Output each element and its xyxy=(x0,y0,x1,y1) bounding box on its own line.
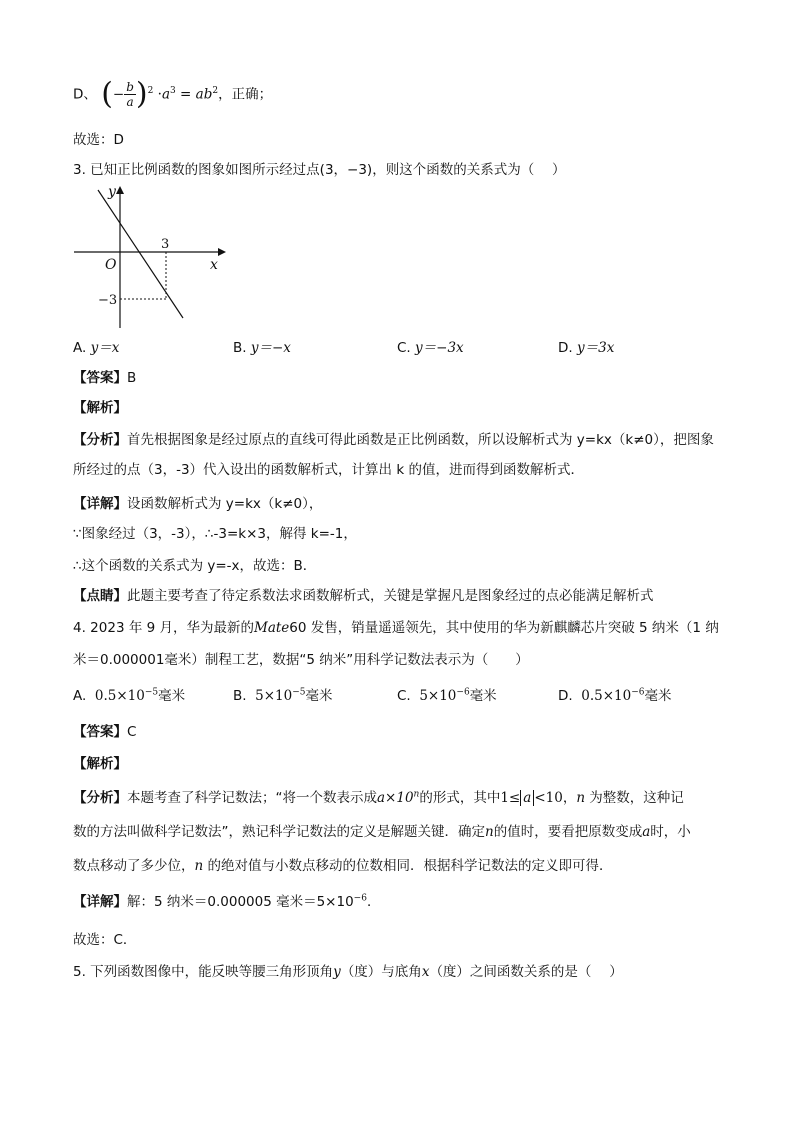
analysis-tag: 【解析】 xyxy=(73,400,127,416)
option-d-suffix: ，正确； xyxy=(218,86,273,103)
y-axis-arrow xyxy=(116,186,124,194)
q4-answer xyxy=(73,722,136,742)
opt-expr: y＝3x xyxy=(576,340,615,356)
opt-base: 5×10 xyxy=(255,688,293,704)
frac-den: a xyxy=(126,95,134,109)
q4-option-d xyxy=(558,686,672,706)
fenxi-text: 首先根据图象是经过原点的直线可得此函数是正比例函数，所以设解析式为 y=kx（k≠0），把图象 xyxy=(127,432,714,448)
fenxi-math: n xyxy=(485,824,494,840)
q3-dianjing xyxy=(73,586,654,606)
opt-exp: −5 xyxy=(144,687,159,698)
rhs-var: ab xyxy=(195,86,213,103)
fenxi-part: 的值时，要看把原数变成 xyxy=(493,824,643,840)
rhs-exp: 2 xyxy=(212,86,219,96)
fenxi-part: 数点移动了多少位， xyxy=(73,858,195,874)
right-paren: ) xyxy=(135,76,148,112)
stem-part: （度）之间函数关系的是（ ） xyxy=(429,964,623,980)
paren-exp: 2 xyxy=(147,86,154,96)
q4-fenxi-1 xyxy=(73,788,684,808)
dianjing-text: 此题主要考查了待定系数法求函数解析式，关键是掌握凡是图象经过的点必能满足解析式 xyxy=(127,588,654,604)
q3-xiangjie-3: ∴这个函数的关系式为 y=-x，故选：B． xyxy=(73,558,317,574)
fenxi-math: a×10 xyxy=(377,790,414,806)
opt-unit: 毫米 xyxy=(644,688,672,704)
dot: · xyxy=(157,86,162,103)
y-axis-label: y xyxy=(108,184,116,200)
fenxi-tag: 【分析】 xyxy=(73,432,127,448)
stem-mate: Mate xyxy=(254,620,290,636)
answer-value: B xyxy=(127,370,137,386)
q3-graph xyxy=(70,182,230,332)
answer-d-line: 故选：D xyxy=(73,132,124,148)
fenxi-math: 1≤ xyxy=(500,790,521,806)
fenxi-part: 为整数，这种记 xyxy=(585,790,684,806)
neg-sign: − xyxy=(112,86,125,103)
q3-xiangjie-1 xyxy=(73,494,322,514)
q3-xiangjie-2: ∵图象经过（3，-3），∴-3=k×3，解得 k=-1， xyxy=(73,526,357,542)
q3-analysis-tag xyxy=(73,398,127,418)
stem-part: （度）与底角 xyxy=(340,964,422,980)
opt-unit: 毫米 xyxy=(158,688,186,704)
a-exp: 3 xyxy=(170,86,176,96)
fenxi-math: <10 xyxy=(534,790,563,806)
q4-option-b xyxy=(233,686,333,706)
left-paren: ( xyxy=(101,76,113,112)
fraction-b-over-a xyxy=(124,80,136,109)
fenxi-part: 数的方法叫做科学记数法”，熟记科学记数法的定义是解题关键．确定 xyxy=(73,824,485,840)
opt-label: A. xyxy=(73,688,87,704)
xiangjie-text: 设函数解析式为 y=kx（k≠0）， xyxy=(127,496,323,512)
opt-label: B. xyxy=(233,688,247,704)
fenxi-part: 的绝对值与小数点移动的位数相同．根据科学记数法的定义即可得． xyxy=(203,858,613,874)
opt-label: C. xyxy=(397,688,411,704)
q3-answer xyxy=(73,368,136,388)
y-tick-label: −3 xyxy=(98,293,118,308)
x-axis-arrow xyxy=(218,248,226,256)
opt-label: C. xyxy=(397,340,416,356)
xiangjie-part: ． xyxy=(366,894,381,910)
q3-option-b xyxy=(233,338,291,358)
stem-part: 5. 下列函数图像中，能反映等腰三角形顶角 xyxy=(73,964,334,980)
frac-num: b xyxy=(126,80,134,94)
abs-a: a xyxy=(520,790,534,806)
a-var: a xyxy=(161,86,171,103)
x-tick-label: 3 xyxy=(161,237,170,252)
opt-base: 5×10 xyxy=(419,688,457,704)
opt-unit: 毫米 xyxy=(469,688,497,704)
fenxi-part: 的形式，其中 xyxy=(419,790,501,806)
opt-unit: 毫米 xyxy=(305,688,333,704)
q3-option-a xyxy=(73,338,119,358)
opt-base: 0.5×10 xyxy=(581,688,632,704)
opt-exp: −6 xyxy=(456,687,470,698)
q4-xiangjie xyxy=(73,892,380,912)
stem-var: x xyxy=(421,964,430,980)
q3-fenxi-1 xyxy=(73,430,714,450)
q4-stem-2: 米＝0.000001毫米）制程工艺，数据“5 纳米”用科学记数法表示为（ ） xyxy=(73,652,529,668)
q3-stem: 3. 已知正比例函数的图象如图所示经过点(3，−3)，则这个函数的关系式为（ ） xyxy=(73,162,566,178)
stem-part: 4. 2023 年 9 月，华为最新的 xyxy=(73,620,254,636)
fenxi-math: n xyxy=(576,790,586,806)
xiangjie-tag: 【详解】 xyxy=(73,894,127,910)
opt-exp: −5 xyxy=(292,687,306,698)
stem-var: y xyxy=(333,964,341,980)
fenxi-tag: 【分析】 xyxy=(73,790,127,806)
opt-expr: y＝x xyxy=(90,340,120,356)
x-axis-label: x xyxy=(210,257,218,273)
fenxi-part: ， xyxy=(562,790,577,806)
opt-expr: y＝−x xyxy=(250,340,291,356)
q4-option-c xyxy=(397,686,497,706)
q3-option-d xyxy=(558,338,614,358)
q3-fenxi-2: 所经过的点（3，-3）代入设出的函数解析式，计算出 k 的值，进而得到函数解析式． xyxy=(73,462,584,478)
fenxi-exp: n xyxy=(413,789,420,800)
opt-expr: y＝−3x xyxy=(415,340,464,356)
opt-label: B. xyxy=(233,340,251,356)
fenxi-part: 本题考查了科学记数法；“将一个数表示成 xyxy=(127,790,377,806)
opt-exp: −6 xyxy=(631,687,645,698)
fenxi-part: 时，小 xyxy=(650,824,691,840)
xiangjie-tag: 【详解】 xyxy=(73,496,127,512)
answer-tag: 【答案】 xyxy=(73,724,127,740)
q4-analysis-tag xyxy=(73,754,127,774)
q4-option-a xyxy=(73,686,185,706)
fenxi-math: a xyxy=(642,824,651,840)
fenxi-math: n xyxy=(194,858,204,874)
answer-tag: 【答案】 xyxy=(73,370,127,386)
option-d-line xyxy=(73,76,273,114)
opt-label: D. xyxy=(558,340,577,356)
opt-label: A. xyxy=(73,340,91,356)
dianjing-tag: 【点睛】 xyxy=(73,588,127,604)
equals: = xyxy=(175,86,196,103)
analysis-tag: 【解析】 xyxy=(73,756,127,772)
xiangjie-exp: −6 xyxy=(353,893,367,904)
q3-option-c xyxy=(397,338,464,358)
opt-label: D. xyxy=(558,688,573,704)
xiangjie-part: 解：5 纳米＝0.000005 毫米＝5×10 xyxy=(127,894,354,910)
q4-stem-1 xyxy=(73,618,719,638)
opt-base: 0.5×10 xyxy=(94,688,145,704)
q4-fenxi-2 xyxy=(73,822,691,842)
origin-label: O xyxy=(105,257,117,273)
q4-fenxi-3 xyxy=(73,856,613,876)
option-d-prefix: D、 xyxy=(73,86,97,103)
q5-stem xyxy=(73,962,623,982)
q4-choose: 故选：C． xyxy=(73,932,137,948)
stem-part: 60 发售，销量遥遥领先，其中使用的华为新麒麟芯片突破 5 纳米（1 纳 xyxy=(289,620,719,636)
answer-value: C xyxy=(127,724,137,740)
